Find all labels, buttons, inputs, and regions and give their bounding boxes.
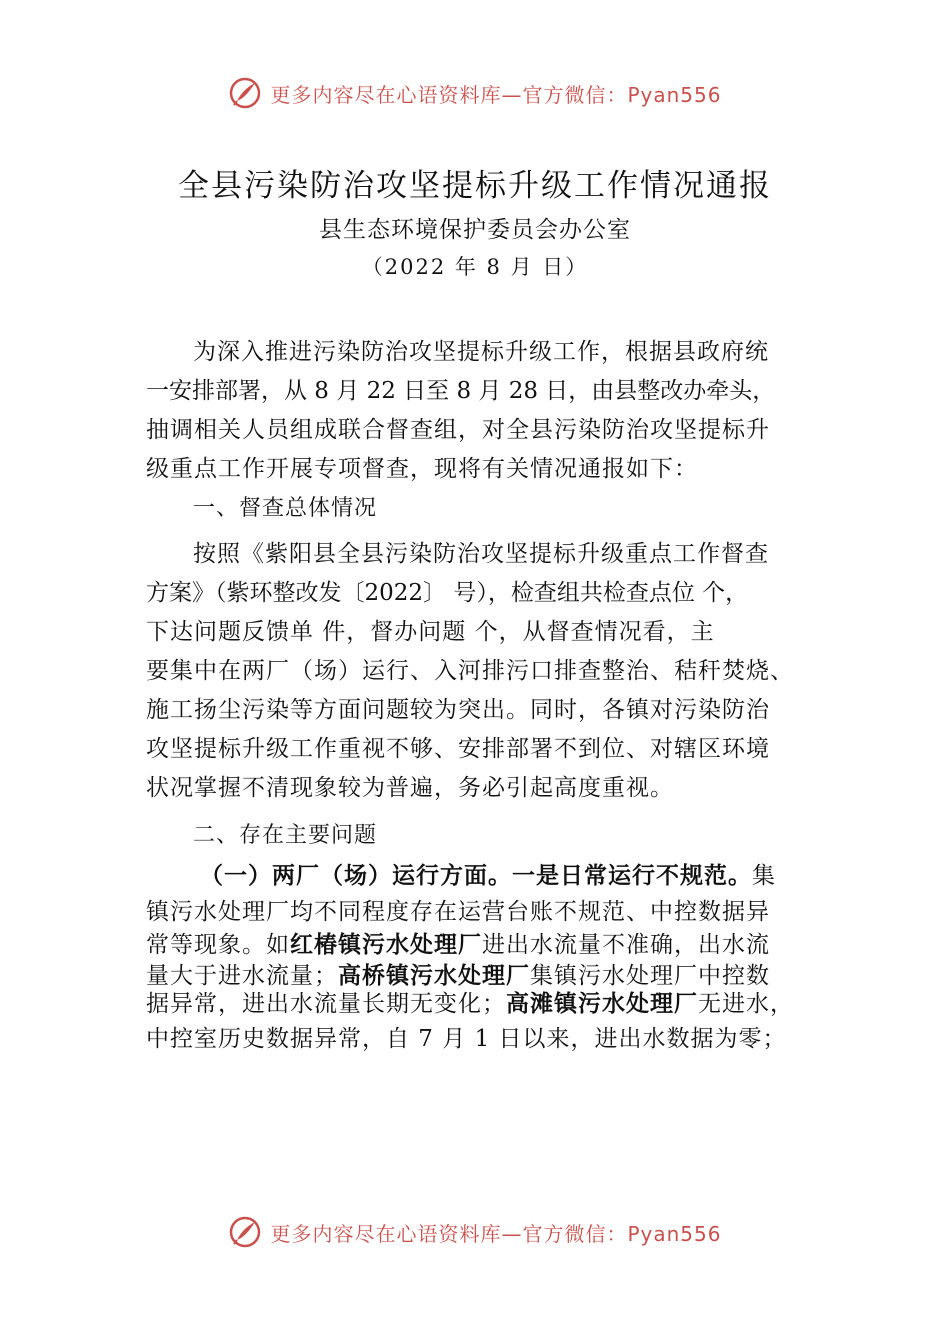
document-date: （2022 年 8 月 日） <box>361 255 589 279</box>
section2-line-2: 镇污水处理厂均不同程度存在运营台账不规范、中控数据异 <box>146 899 770 925</box>
document-issuer: 县生态环境保护委员会办公室 <box>319 217 631 243</box>
watermark-text: 更多内容尽在心语资料库—官方微信：Pyan556 <box>270 82 722 107</box>
quill-logo-icon <box>228 76 262 110</box>
intro-line-2: 一安排部署，从 8 月 22 日至 8 月 28 日，由县整改办牵头， <box>146 378 776 404</box>
watermark-header <box>0 73 950 113</box>
section2-line-1-rest: 集 <box>752 863 776 889</box>
highlight-gaotan-plant: 高滩镇污水处理厂 <box>506 991 698 1017</box>
intro-line-3: 抽调相关人员组成联合督查组，对全县污染防治攻坚提标升 <box>146 417 770 443</box>
section1-line-1: 按照《紫阳县全县污染防治攻坚提标升级重点工作督查 <box>193 541 769 567</box>
section2-line-6: 中控室历史数据异常，自 7 月 1 日以来，进出水数据为零； <box>146 1026 787 1052</box>
section1-line-5: 施工扬尘污染等方面问题较为突出。同时，各镇对污染防治 <box>146 697 770 723</box>
intro-line-1: 为深入推进污染防治攻坚提标升级工作，根据县政府统 <box>193 339 769 365</box>
section2-line-1 <box>200 857 776 890</box>
section1-line-3: 下达问题反馈单 件，督办问题 个，从督查情况看，主 <box>146 619 715 645</box>
highlight-gaoqiao-plant: 高桥镇污水处理厂 <box>338 963 530 989</box>
section-heading-overview: 一、督查总体情况 <box>193 496 378 521</box>
document-title: 全县污染防治攻坚提标升级工作情况通报 <box>178 168 772 204</box>
section2-line-3-a: 常等现象。如 <box>146 932 290 958</box>
section-heading-problems: 二、存在主要问题 <box>193 823 378 848</box>
section2-line-4-b: 集镇污水处理厂中控数 <box>530 963 770 989</box>
intro-line-4: 级重点工作开展专项督查，现将有关情况通报如下： <box>146 456 698 482</box>
watermark-footer <box>0 1212 950 1252</box>
section1-line-7: 状况掌握不清现象较为普遍，务必引起高度重视。 <box>146 775 674 801</box>
section1-line-4: 要集中在两厂（场）运行、入河排污口排查整治、秸秆焚烧、 <box>146 658 794 684</box>
section2-line-4-a: 量大于进水流量； <box>146 963 338 989</box>
section2-line-5-a: 据异常，进出水流量长期无变化； <box>146 991 506 1017</box>
quill-logo-icon <box>228 1215 262 1249</box>
subsection-heading: （一）两厂（场）运行方面。一是日常运行不规范。 <box>200 863 752 889</box>
section2-line-3-b: 进出水流量不准确，出水流 <box>482 932 770 958</box>
section1-line-6: 攻坚提标升级工作重视不够、安排部署不到位、对辖区环境 <box>146 736 770 762</box>
section2-line-5-b: 无进水， <box>698 991 794 1017</box>
section2-line-3 <box>146 926 770 959</box>
highlight-hongchun-plant: 红椿镇污水处理厂 <box>290 932 482 958</box>
section1-line-2: 方案》（紫环整改发〔2022〕 号），检查组共检查点位 个， <box>146 580 749 606</box>
watermark-text: 更多内容尽在心语资料库—官方微信：Pyan556 <box>270 1221 722 1246</box>
section2-line-5 <box>146 985 794 1018</box>
